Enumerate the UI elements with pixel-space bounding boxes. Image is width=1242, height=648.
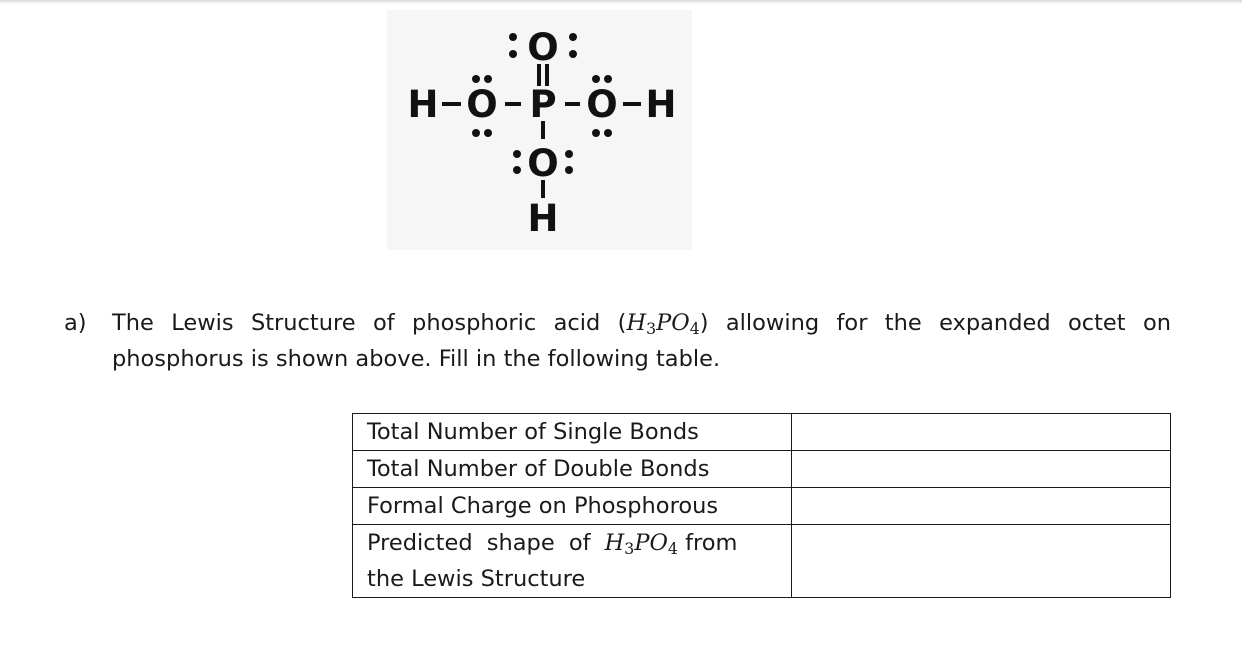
- row-label: Total Number of Single Bonds: [353, 414, 792, 451]
- lone-pair-dot: [592, 75, 600, 83]
- formula-symbol-p: P: [656, 310, 672, 336]
- lone-pair-dot: [509, 33, 517, 41]
- question-text-start: The Lewis Structure of phosphoric acid (: [112, 310, 627, 336]
- row-label: Formal Charge on Phosphorous: [353, 488, 792, 525]
- lone-pair-dot: [604, 129, 612, 137]
- formula-subscript: 4: [689, 318, 700, 338]
- row-label-start: Predicted shape of: [367, 530, 605, 556]
- formula-h3po4: [626, 310, 699, 336]
- atom-o-right: O: [586, 83, 618, 126]
- lone-pair-dot: [513, 166, 521, 174]
- atom-o-bottom: O: [527, 142, 559, 185]
- question-text-end: ) allowing for the expanded octet on phosphorus is shown above. Fill in the following table.: [112, 310, 1171, 372]
- row-label: Total Number of Double Bonds: [353, 451, 792, 488]
- atom-p-center: P: [529, 83, 557, 126]
- answer-cell[interactable]: [792, 414, 1171, 451]
- lone-pair-dot: [472, 75, 480, 83]
- lone-pair-dot: [484, 129, 492, 137]
- table-row: [353, 488, 1171, 525]
- formula-subscript: 3: [624, 538, 635, 558]
- lone-pair-dot: [565, 150, 573, 158]
- lone-pair-dot: [569, 33, 577, 41]
- lone-pair-dot: [569, 50, 577, 58]
- lone-pair-dot: [472, 129, 480, 137]
- page-top-border: [0, 0, 1242, 4]
- lewis-structure-figure: [387, 10, 692, 250]
- lone-pair-dot: [565, 166, 573, 174]
- formula-h3po4: [605, 530, 678, 556]
- lone-pair-dot: [513, 150, 521, 158]
- formula-symbol-h: H: [604, 530, 625, 556]
- formula-symbol-p: P: [634, 530, 650, 556]
- lone-pair-dot: [509, 50, 517, 58]
- table-row: [353, 414, 1171, 451]
- row-label: [353, 525, 792, 598]
- lone-pair-dot: [592, 129, 600, 137]
- question-a: [64, 305, 1171, 377]
- formula-symbol-o: O: [649, 530, 668, 556]
- atom-o-top: O: [527, 26, 559, 69]
- question-label: a): [64, 310, 87, 336]
- row-label-end: from the Lewis Structure: [367, 530, 738, 592]
- answer-cell[interactable]: [792, 451, 1171, 488]
- answer-table: [352, 413, 1171, 598]
- question-text: [112, 305, 1171, 377]
- atom-h-right: H: [645, 83, 677, 126]
- answer-cell[interactable]: [792, 488, 1171, 525]
- atom-o-left: O: [466, 83, 498, 126]
- answer-cell[interactable]: [792, 525, 1171, 598]
- formula-subscript: 3: [646, 318, 657, 338]
- formula-subscript: 4: [667, 538, 678, 558]
- lone-pair-dot: [604, 75, 612, 83]
- atom-h-left: H: [407, 83, 439, 126]
- table-row: [353, 451, 1171, 488]
- formula-symbol-h: H: [626, 310, 647, 336]
- table-row: [353, 525, 1171, 598]
- lewis-structure-diagram: [387, 10, 692, 250]
- formula-symbol-o: O: [671, 310, 690, 336]
- lone-pair-dot: [484, 75, 492, 83]
- atom-h-bottom: H: [527, 197, 559, 240]
